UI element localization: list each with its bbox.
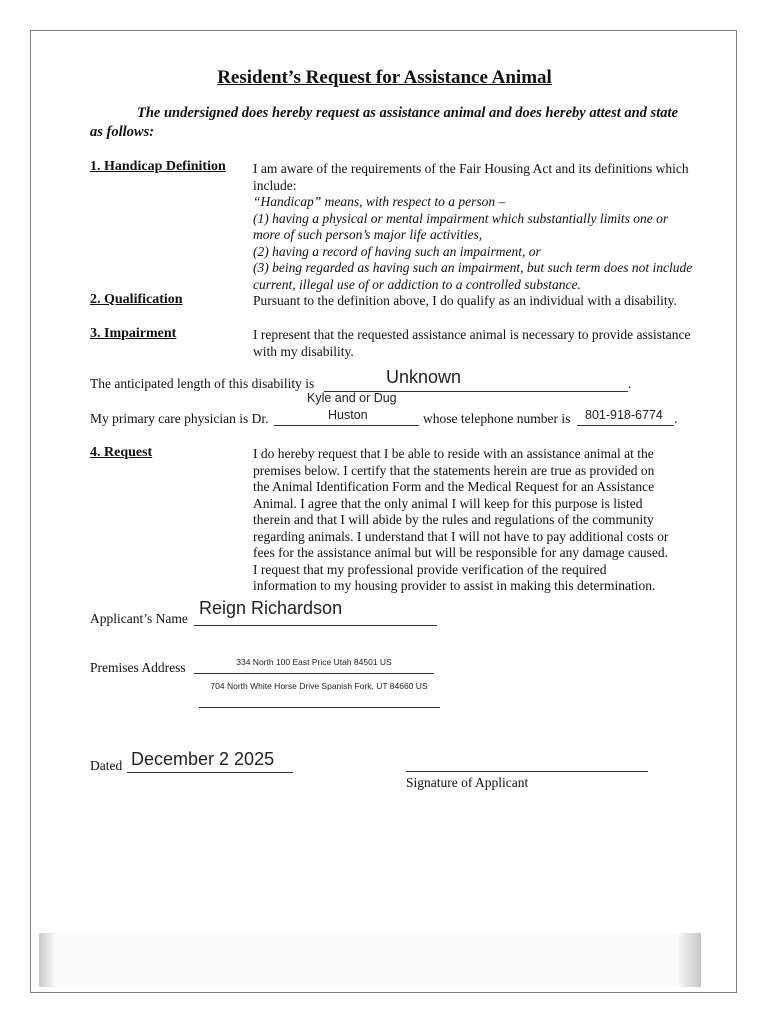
qualification-text: Pursuant to the definition above, I do qualify as an individual with a disability. xyxy=(253,293,677,308)
handicap-clause-1: (1) having a physical or mental impairment which substantially limits one or more of such person’s major life activities, xyxy=(253,210,669,242)
phone-period: . xyxy=(674,411,678,426)
applicant-name-line xyxy=(194,625,437,626)
premises-address-value-2[interactable]: 704 North White Horse Drive Spanish Fork, UT 84660 US xyxy=(210,681,428,691)
premises-address-line-1 xyxy=(194,673,434,674)
disability-length-label: The anticipated length of this disability is xyxy=(90,376,315,391)
signature-label: Signature of Applicant xyxy=(406,775,529,790)
applicant-name-label: Applicant’s Name xyxy=(90,611,188,626)
dated-label: Dated xyxy=(90,758,123,773)
scan-shadow-band xyxy=(53,933,679,987)
premises-address-value-1[interactable]: 334 North 100 East Price Utah 84501 US xyxy=(236,657,392,667)
phone-value[interactable]: 801-918-6774 xyxy=(585,408,663,422)
impairment-text: I represent that the requested assistance animal is necessary to provide assistance with my disability. xyxy=(253,327,691,359)
signature-line[interactable] xyxy=(406,771,648,772)
applicant-name-value[interactable]: Reign Richardson xyxy=(199,598,343,618)
physician-label: My primary care physician is Dr. xyxy=(90,411,269,426)
intro-statement: The undersigned does hereby request as assistance animal and does hereby attest and state as follows: xyxy=(90,105,678,140)
handicap-definition-text xyxy=(253,161,693,293)
handicap-clause-3: (3) being regarded as having such an impairment, but such term does not include current, illegal use of or addiction to a controlled substance. xyxy=(253,260,693,292)
disability-length-period: . xyxy=(628,376,632,391)
handicap-intro-line: I am aware of the requirements of the Fair Housing Act and its definitions which include: xyxy=(253,161,689,193)
handicap-clause-2: (2) having a record of having such an impairment, or xyxy=(253,243,541,259)
disability-length-value[interactable]: Unknown xyxy=(386,367,462,387)
premises-address-label: Premises Address xyxy=(90,660,186,675)
qualification-heading: 2. Qualification xyxy=(90,292,183,307)
request-text: I do hereby request that I be able to reside with an assistance animal at the premises below. I certify that the statements herein are true as provided on the Animal Identification Form and the Medical Request for an Assistance Animal. I agree that the only animal I will keep for this purpose is listed therein and that I will abide by the rules and regulations of the community regarding animals. I understand that I will not have to pay additional costs or fees for the assistance animal but will be responsible for any damage caused. I request that my professional provide verification of the required information to my housing provider to assist in making this determination. xyxy=(253,446,669,593)
page-title: Resident’s Request for Assistance Animal xyxy=(217,67,552,88)
phone-line xyxy=(577,425,674,426)
phone-label: whose telephone number is xyxy=(423,411,571,426)
scan-shadow-left xyxy=(39,933,53,987)
dated-line xyxy=(127,772,293,773)
physician-name-line1[interactable]: Kyle and or Dug xyxy=(307,391,397,405)
physician-name-line xyxy=(274,425,419,426)
scan-shadow-right xyxy=(679,933,701,987)
form-page xyxy=(30,30,737,993)
premises-address-line-2 xyxy=(199,707,440,708)
handicap-meaning-line: “Handicap” means, with respect to a person – xyxy=(253,194,506,209)
request-heading: 4. Request xyxy=(90,445,153,460)
impairment-heading: 3. Impairment xyxy=(90,326,177,341)
handicap-definition-heading: 1. Handicap Definition xyxy=(90,159,226,174)
physician-name-line2[interactable]: Huston xyxy=(328,408,368,422)
dated-value[interactable]: December 2 2025 xyxy=(131,749,275,769)
